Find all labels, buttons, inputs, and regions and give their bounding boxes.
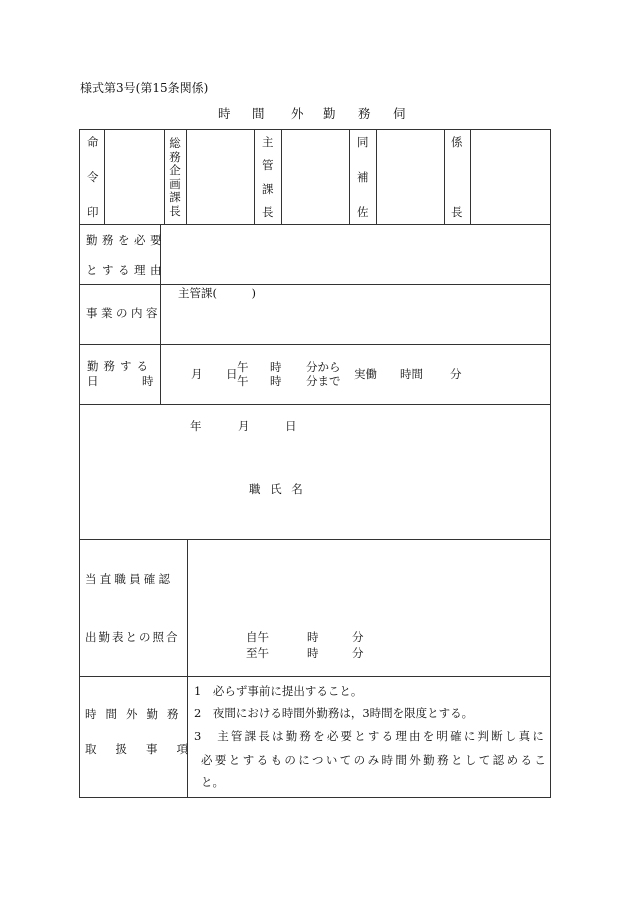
confirm-duty-field[interactable] bbox=[188, 540, 550, 608]
reason-label-line1: 勤務を必要 bbox=[86, 233, 166, 247]
content-dept: 主管課( ) bbox=[178, 286, 256, 300]
reason-field[interactable] bbox=[161, 225, 550, 284]
confirm-minute-from: 分 bbox=[352, 630, 364, 644]
rules-item-3-end: と。 bbox=[201, 775, 224, 789]
soumu-char: 企 bbox=[169, 163, 181, 177]
datetime-month: 月 bbox=[191, 367, 203, 381]
datetime-label-time: 時 bbox=[142, 374, 154, 388]
applicant-month: 月 bbox=[238, 419, 250, 433]
datetime-field[interactable] bbox=[161, 345, 550, 404]
title-char: 務 bbox=[358, 106, 371, 121]
confirm-minute-to: 分 bbox=[352, 646, 364, 660]
shukan-char: 長 bbox=[262, 205, 274, 219]
datetime-minute-to: 分まで bbox=[306, 374, 341, 388]
rules-item-3-cont: 必要とするものについてのみ時間外勤務として認めるこ bbox=[201, 753, 549, 767]
douho-char: 佐 bbox=[357, 205, 369, 219]
rules-item-1: 1 必らず事前に提出すること。 bbox=[194, 684, 363, 698]
confirm-hour-to: 時 bbox=[307, 646, 319, 660]
datetime-hour-to: 時 bbox=[270, 374, 282, 388]
content-label: 事業の内容 bbox=[86, 306, 161, 320]
approval-meirei-seal[interactable] bbox=[105, 130, 164, 224]
datetime-label-line1: 勤務する bbox=[87, 359, 153, 373]
douho-char: 補 bbox=[357, 170, 369, 184]
datetime-gozen-from: 午 bbox=[237, 360, 249, 374]
applicant-field[interactable] bbox=[80, 405, 550, 539]
rules-label-line1: 時間外勤務 bbox=[85, 707, 188, 721]
datetime-label-day: 日 bbox=[87, 374, 99, 388]
meirei-char: 印 bbox=[87, 205, 99, 219]
kakari-char: 係 bbox=[451, 135, 463, 149]
soumu-char: 総 bbox=[169, 136, 181, 150]
approval-kakari-seal[interactable] bbox=[471, 130, 550, 224]
douho-char: 同 bbox=[357, 135, 369, 149]
soumu-char: 長 bbox=[169, 203, 181, 218]
title-char: 勤 bbox=[323, 106, 336, 121]
approval-douho-seal[interactable] bbox=[377, 130, 444, 224]
applicant-day: 日 bbox=[285, 419, 297, 433]
approval-soumu-seal[interactable] bbox=[187, 130, 254, 224]
title-char: 外 bbox=[291, 106, 304, 121]
shukan-char: 管 bbox=[262, 158, 274, 172]
confirm-attendance-field[interactable] bbox=[188, 608, 550, 676]
title-char: 時 bbox=[218, 106, 231, 121]
rules-item-3: 3 主管課長は勤務を必要とする理由を明確に判断し真に bbox=[194, 729, 547, 743]
datetime-minute-from: 分から bbox=[306, 360, 341, 374]
reason-label-line2: とする理由 bbox=[86, 263, 166, 277]
datetime-minutes-label: 分 bbox=[450, 367, 462, 381]
confirm-label-duty: 当直職員確認 bbox=[85, 572, 174, 586]
datetime-hour-from: 時 bbox=[270, 360, 282, 374]
rules-item-2: 2 夜間における時間外勤務は，3時間を限度とする。 bbox=[194, 706, 474, 720]
approval-soumu-label bbox=[168, 137, 182, 218]
shukan-char: 課 bbox=[262, 182, 274, 196]
confirm-label-attendance: 出勤表との照合 bbox=[85, 630, 180, 644]
applicant-year: 年 bbox=[190, 419, 202, 433]
content-field[interactable] bbox=[161, 300, 550, 344]
rules-label-line2: 取扱事項 bbox=[85, 742, 207, 756]
meirei-char: 命 bbox=[87, 135, 99, 149]
approval-shukan-seal[interactable] bbox=[282, 130, 349, 224]
soumu-char: 課 bbox=[169, 190, 181, 204]
title-char: 間 bbox=[252, 106, 265, 121]
kakari-char: 長 bbox=[451, 205, 463, 219]
datetime-day: 日 bbox=[226, 367, 238, 381]
confirm-to: 至午 bbox=[246, 646, 269, 660]
meirei-char: 令 bbox=[87, 170, 99, 184]
datetime-gozen-to: 午 bbox=[237, 374, 249, 388]
shukan-char: 主 bbox=[262, 135, 274, 149]
soumu-char: 務 bbox=[169, 149, 181, 164]
confirm-hour-from: 時 bbox=[307, 630, 319, 644]
form-number: 様式第3号(第15条関係) bbox=[80, 81, 209, 95]
datetime-hours-label: 時間 bbox=[400, 367, 423, 381]
applicant-name-label: 職 氏 名 bbox=[249, 482, 306, 496]
confirm-from: 自午 bbox=[246, 630, 269, 644]
datetime-actual-label: 実働 bbox=[354, 367, 377, 381]
title-char: 伺 bbox=[393, 106, 406, 121]
soumu-char: 画 bbox=[169, 176, 181, 191]
